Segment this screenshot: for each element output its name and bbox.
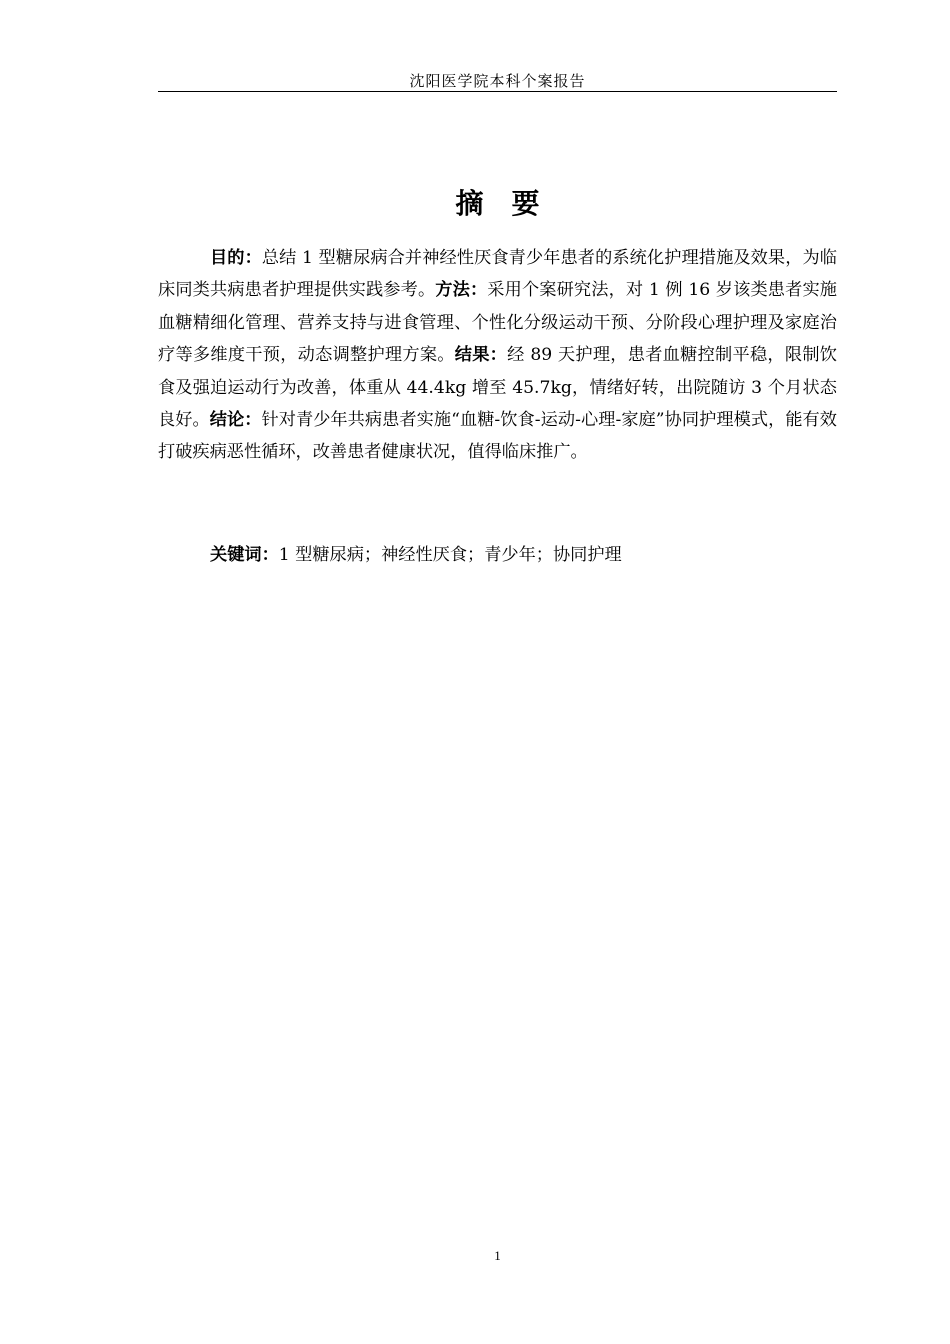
abstract-title-char-2: 要 <box>511 187 540 220</box>
method-text: 采用个案研究法，对 1 例 16 岁该类患者实施血糖精细化管理、营养支持与进食管理、个性化分级运动干预、分阶段心理护理及家庭治疗等多维度干预，动态调整护理方案。 <box>158 280 837 366</box>
keywords-line <box>158 539 837 571</box>
method-label: 方法： <box>435 280 488 301</box>
abstract-body <box>158 242 837 469</box>
conclusion-label: 结论： <box>209 410 262 431</box>
result-label: 结果： <box>454 345 508 366</box>
page-number: 1 <box>494 1248 501 1263</box>
keywords-label: 关键词： <box>210 545 279 565</box>
result-text: 经 89 天护理，患者血糖控制平稳，限制饮食及强迫运动行为改善，体重从 44.4kg 增至 45.7kg，情绪好转，出院随访 3 个月状态良好。 <box>158 345 837 431</box>
objective-label: 目的： <box>210 248 262 268</box>
running-header: 沈阳医学院本科个案报告 <box>409 72 586 90</box>
header-divider <box>158 91 837 92</box>
keywords-text: 1 型糖尿病；神经性厌食；青少年；协同护理 <box>278 545 622 565</box>
abstract-title-char-1: 摘 <box>455 187 484 220</box>
abstract-title <box>158 186 837 222</box>
conclusion-text: 针对青少年共病患者实施“血糖-饮食-运动-心理-家庭”协同护理模式，能有效打破疾病恶性循环，改善患者健康状况，值得临床推广。 <box>158 410 837 463</box>
objective-text: 总结 1 型糖尿病合并神经性厌食青少年患者的系统化护理措施及效果，为临床同类共病患者护理提供实践参考。 <box>158 248 837 301</box>
